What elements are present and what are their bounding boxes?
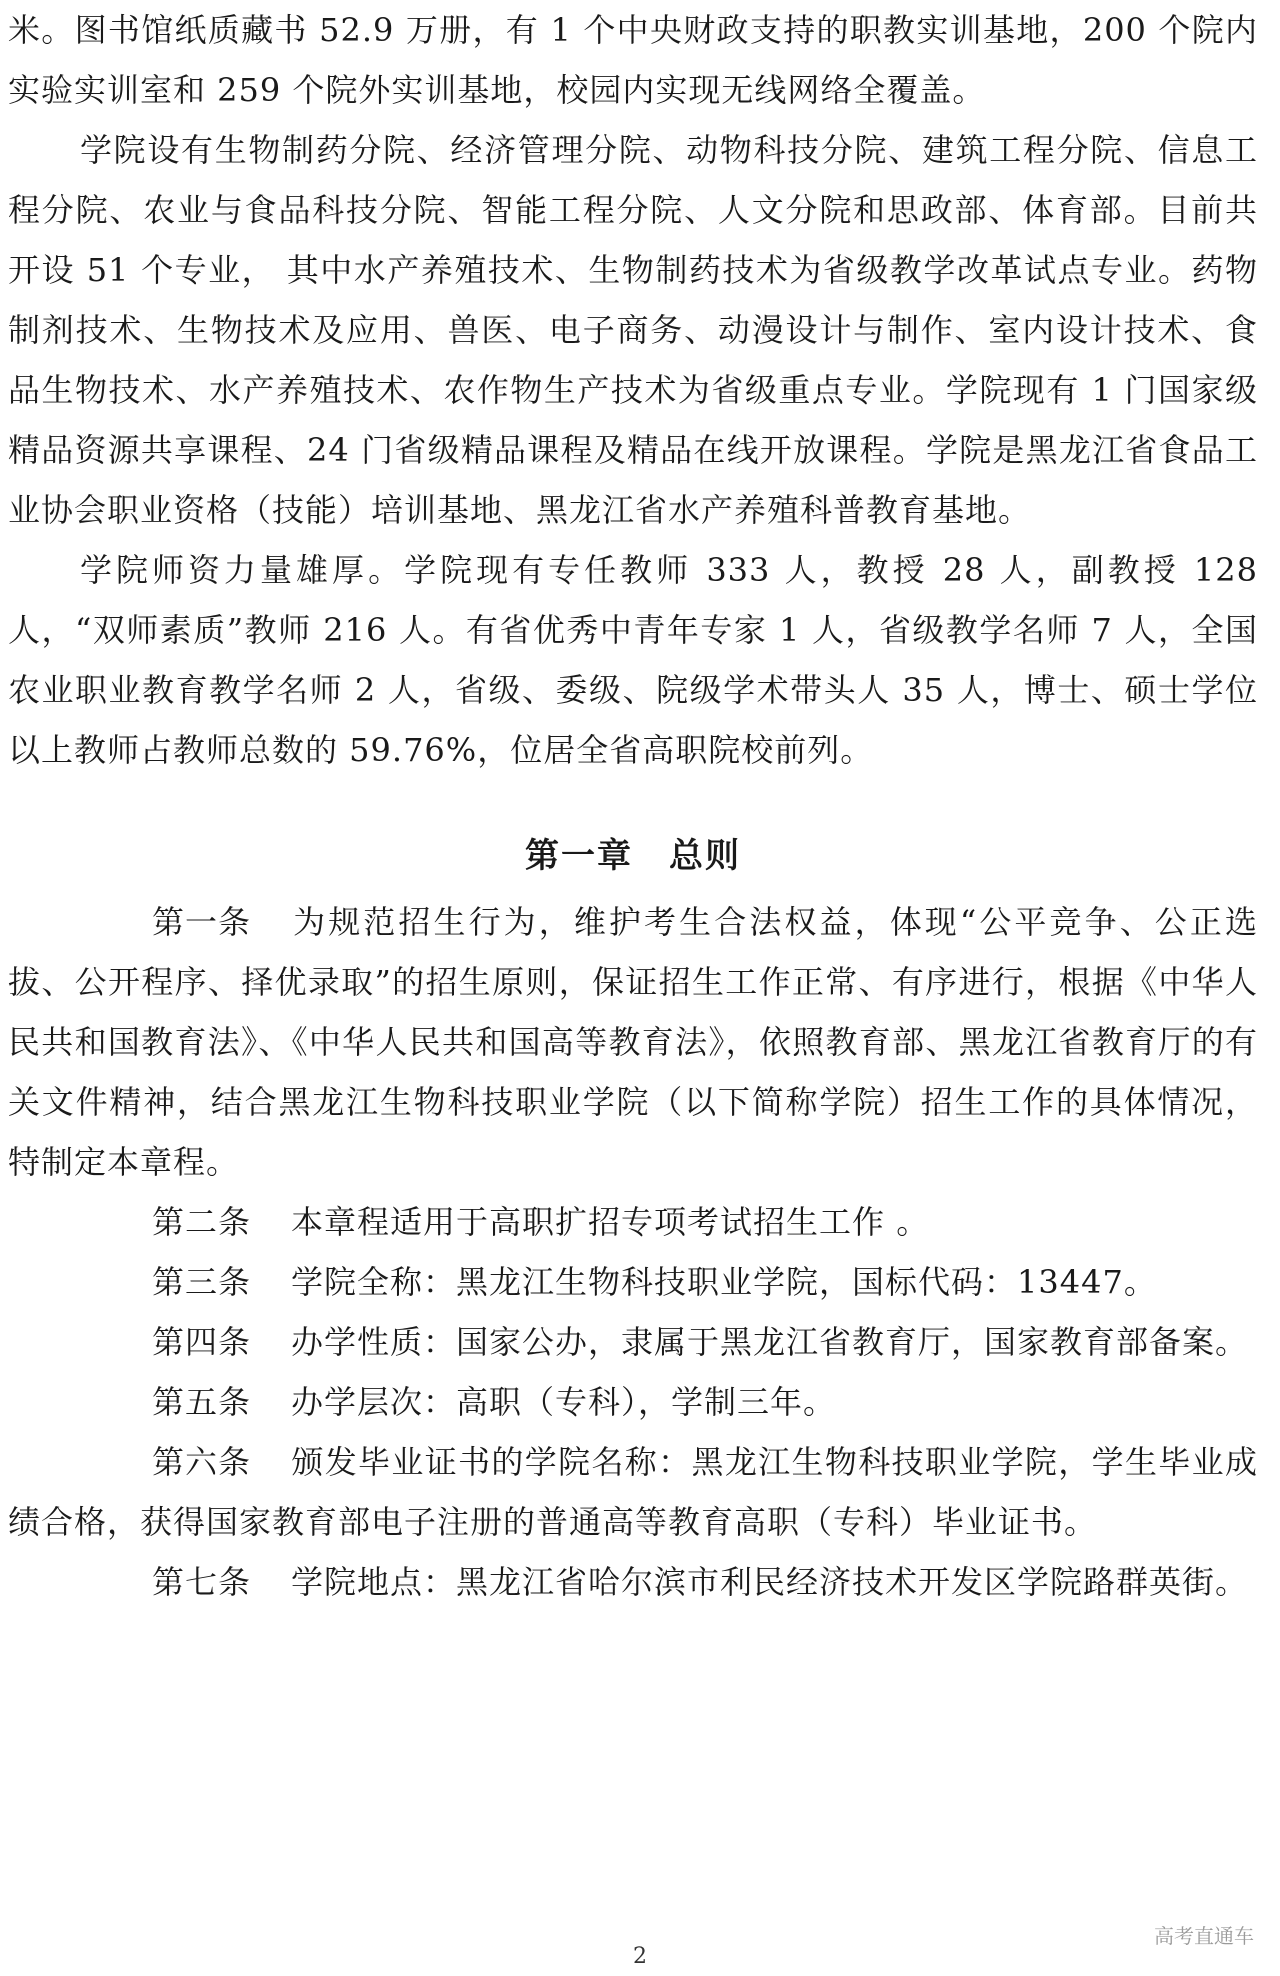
article-6 xyxy=(8,1432,1258,1552)
article-3 xyxy=(8,1252,1258,1312)
watermark: 高考直通车 xyxy=(1154,1924,1254,1948)
article-5 xyxy=(8,1372,1258,1432)
article-label: 第六条 xyxy=(152,1443,252,1481)
article-label: 第五条 xyxy=(152,1383,252,1421)
article-2 xyxy=(8,1192,1258,1252)
page-number: 2 xyxy=(633,1944,647,1969)
document-page xyxy=(8,0,1258,1612)
article-4 xyxy=(8,1312,1258,1372)
article-label: 第七条 xyxy=(152,1563,252,1601)
article-text: 为规范招生行为，维护考生合法权益，体现“公平竞争、公正选拔、公开程序、择优录取”的招生原则，保证招生工作正常、有序进行，根据《中华人民共和国教育法》、《中华人民共和国高等教育法》，依照教育部、黑龙江省教育厅的有关文件精神，结合黑龙江生物科技职业学院（以下简称学院）招生工作的具体情况，特制定本章程。 xyxy=(8,903,1258,1181)
article-text: 学院全称：黑龙江生物科技职业学院，国标代码：13447。 xyxy=(291,1263,1157,1301)
intro-paragraph-3: 学院师资力量雄厚。学院现有专任教师 333 人，教授 28 人，副教授 128 人，“双师素质”教师 216 人。有省优秀中青年专家 1 人，省级教学名师 7 人，全国农业职业教育教学名师 2 人，省级、委级、院级学术带头人 35 人，博士、硕士学位以上教师占教师总数的 59.76%，位居全省高职院校前列。 xyxy=(8,551,1258,769)
article-text: 本章程适用于高职扩招专项考试招生工作 。 xyxy=(291,1203,930,1241)
intro-paragraph-2: 学院设有生物制药分院、经济管理分院、动物科技分院、建筑工程分院、信息工程分院、农业与食品科技分院、智能工程分院、人文分院和思政部、体育部。目前共开设 51 个专业， 其中水产养殖技术、生物制药技术为省级教学改革试点专业。药物制剂技术、生物技术及应用、兽医、电子商务、动漫设计与制作、室内设计技术、食品生物技术、水产养殖技术、农作物生产技术为省级重点专业。学院现有 1 门国家级精品资源共享课程、24 门省级精品课程及精品在线开放课程。学院是黑龙江省食品工业协会职业资格（技能）培训基地、黑龙江省水产养殖科普教育基地。 xyxy=(8,131,1258,529)
article-text: 学院地点：黑龙江省哈尔滨市利民经济技术开发区学院路群英街。 xyxy=(291,1563,1249,1601)
chapter-heading xyxy=(8,826,1258,886)
chapter-title: 总则 xyxy=(669,836,741,876)
article-label: 第一条 xyxy=(152,903,252,941)
intro-paragraph-1: 米。图书馆纸质藏书 52.9 万册，有 1 个中央财政支持的职教实训基地，200 个院内实验实训室和 259 个院外实训基地，校园内实现无线网络全覆盖。 xyxy=(8,11,1258,109)
article-label: 第四条 xyxy=(152,1323,252,1361)
article-1 xyxy=(8,892,1258,1192)
article-label: 第二条 xyxy=(152,1203,252,1241)
chapter-number: 第一章 xyxy=(525,836,633,876)
article-text: 办学层次：高职（专科），学制三年。 xyxy=(291,1383,837,1421)
article-text: 办学性质：国家公办，隶属于黑龙江省教育厅，国家教育部备案。 xyxy=(291,1323,1249,1361)
article-label: 第三条 xyxy=(152,1263,252,1301)
article-7 xyxy=(8,1552,1258,1612)
article-text: 颁发毕业证书的学院名称：黑龙江生物科技职业学院，学生毕业成绩合格，获得国家教育部电子注册的普通高等教育高职（专科）毕业证书。 xyxy=(8,1443,1258,1541)
